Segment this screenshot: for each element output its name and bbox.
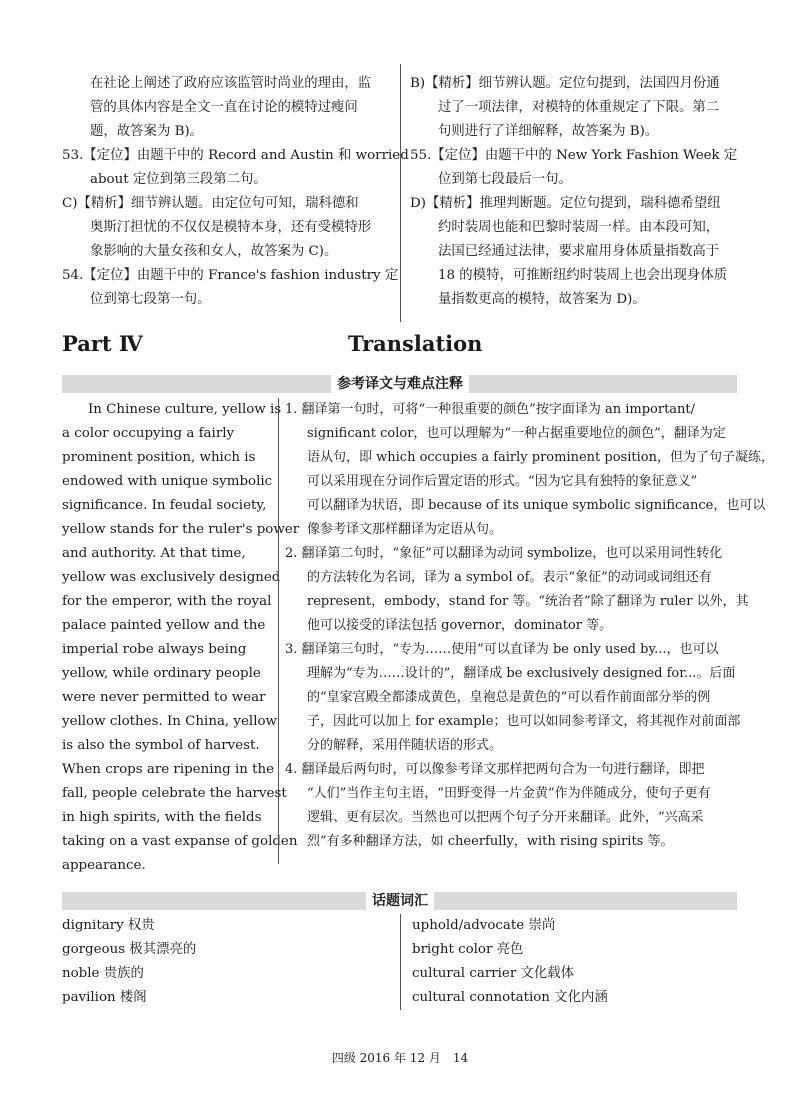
text-line: 3. 翻译第三句时，“专为……使用”可以直译为 be only used by...，也可以 [285,642,719,657]
vocab-divider [400,914,401,1010]
text-line: yellow clothes. In China, yellow [62,714,278,729]
text-line: 象影响的大量女孩和女人，故答案为 C)。 [90,244,338,259]
text-line: 的“皇家宫殿全都漆成黄色，皇袍总是黄色的”可以看作前面部分举的例 [307,690,711,705]
answer-c-analysis [62,192,392,264]
text-line: In Chinese culture, yellow is [88,402,282,417]
text-line: 法国已经通过法律，要求雇用身体质量指数高于 [438,244,720,259]
text-line: fall, people celebrate the harvest [62,786,287,801]
text-line: 管的具体内容是全文一直在讨论的模特过瘦问 [90,100,358,115]
part-label: Part Ⅳ [62,331,143,356]
top-right-column [410,72,740,312]
vocab-right [412,914,732,1010]
vocab-item: cultural connotation 文化内涵 [412,990,608,1005]
text-line: appearance. [62,858,146,873]
translation-notes [285,398,774,854]
text-line: B)【精析】细节辨认题。定位句提到，法国四月份通 [410,76,720,91]
text-line: 1. 翻译第一句时，可将“一种很重要的颜色”按字面译为 an important/ [285,402,696,417]
vocab-item: gorgeous 极其漂亮的 [62,942,197,957]
answer-b-analysis [410,72,740,144]
text-line: were never permitted to wear [62,690,266,705]
text-line: about 定位到第三段第二句。 [90,172,267,187]
text-line: represent，embody，stand for 等。“统治者”除了翻译为 ruler 以外，其 [307,594,749,609]
text-line: for the emperor, with the royal [62,594,272,609]
text-line: is also the symbol of harvest. [62,738,260,753]
note-1 [285,398,774,542]
text-line: C)【精析】细节辨认题。由定位句可知，瑞科德和 [62,196,359,211]
section-heading: Translation [348,331,483,356]
text-line: 题，故答案为 B)。 [90,124,204,139]
text-line: “人们”当作主句主语，“田野变得一片金黄”作为伴随成分，使句子更有 [307,786,711,801]
question-53-location [62,144,409,192]
text-line: 过了一项法律，对模特的体重规定了下限。第二 [438,100,720,115]
section-title: 话题词汇 [366,892,434,910]
translation-divider [278,398,279,864]
text-line: 的方法转化为名词，译为 a symbol of。表示“象征”的动词或词组还有 [307,570,712,585]
text-line: 2. 翻译第二句时，“象征”可以翻译为动词 symbolize，也可以采用词性转化 [285,546,723,561]
page-footer: 四级 2016 年 12 月 14 [331,1051,469,1065]
section-bar-translation [62,375,737,393]
text-line: significance. In feudal society, [62,498,267,513]
vocab-item: noble 贵族的 [62,966,144,981]
text-line: When crops are ripening in the [62,762,275,777]
text-line: significant color，也可以理解为“一种占据重要地位的颜色”，翻译为定 [307,426,726,441]
text-line: imperial robe always being [62,642,247,657]
text-line: 分的解释，采用伴随状语的形式。 [307,738,503,753]
note-2 [285,542,749,638]
reference-translation [62,398,300,878]
vocab-item: uphold/advocate 崇尚 [412,918,556,933]
text-line: 位到第七段最后一句。 [438,172,572,187]
text-line: yellow, while ordinary people [62,666,261,681]
text-line: a color occupying a fairly [62,426,235,441]
text-line: 句则进行了详细解释，故答案为 B)。 [438,124,659,139]
text-line: 量指数更高的模特，故答案为 D)。 [438,292,646,307]
answer-explanation-para [62,72,392,144]
text-line: 他可以接受的译法包括 governor，dominator 等。 [307,618,613,633]
text-line: 约时装周也能和巴黎时装周一样。由本段可知， [438,220,720,235]
text-line: 奥斯汀担忧的不仅仅是模特本身，还有受模特形 [90,220,372,235]
text-line: yellow was exclusively designed [62,570,281,585]
text-line: D)【精析】推理判断题。定位句提到，瑞科德希望纽 [410,196,721,211]
text-line: 54.【定位】由题干中的 France's fashion industry 定 [62,268,399,283]
text-line: 像参考译文那样翻译为定语从句。 [307,522,503,537]
column-divider [400,64,401,322]
text-line: 在社论上阐述了政府应该监管时尚业的理由，监 [90,76,372,91]
vocab-left [62,914,382,1010]
text-line: 烈”有多种翻译方法，如 cheerfully，with rising spirits 等。 [307,834,674,849]
vocab-item: pavilion 楼阁 [62,990,147,1005]
text-line: 4. 翻译最后两句时，可以像参考译文那样把两句合为一句进行翻译，即把 [285,762,705,777]
top-left-column [62,72,409,312]
text-line: 理解为“专为……设计的”，翻译成 be exclusively designed for...。后面 [307,666,736,681]
text-line: 53.【定位】由题干中的 Record and Austin 和 worried [62,148,409,163]
section-title: 参考译文与难点注释 [331,375,469,393]
text-line: 18 的模特，可推断纽约时装周上也会出现身体质 [438,268,728,283]
text-line: 可以采用现在分词作后置定语的形式。“因为它具有独特的象征意义” [307,474,698,489]
text-line: 55.【定位】由题干中的 New York Fashion Week 定 [410,148,738,163]
text-line: yellow stands for the ruler's power [62,522,300,537]
text-line: 可以翻译为状语，即 because of its unique symbolic significance，也可以 [307,498,766,513]
text-line: 位到第七段第一句。 [90,292,211,307]
section-bar-vocabulary [62,892,737,910]
text-line: endowed with unique symbolic [62,474,273,489]
text-line: 逻辑、更有层次。当然也可以把两个句子分开来翻译。此外，“兴高采 [307,810,704,825]
question-55-location [410,144,740,192]
text-line: 子，因此可以加上 for example；也可以如同参考译文，将其视作对前面部 [307,714,741,729]
text-line: prominent position, which is [62,450,256,465]
answer-d-analysis [410,192,740,312]
text-line: taking on a vast expanse of golden [62,834,298,849]
note-3 [285,638,740,758]
text-line: palace painted yellow and the [62,618,266,633]
vocab-item: bright color 亮色 [412,942,524,957]
note-4 [285,758,740,854]
question-54-location [62,264,399,312]
vocab-item: cultural carrier 文化载体 [412,966,575,981]
text-line: and authority. At that time, [62,546,246,561]
text-line: in high spirits, with the fields [62,810,262,825]
vocab-item: dignitary 权贵 [62,918,155,933]
text-line: 语从句，即 which occupies a fairly prominent position，但为了句子凝练， [307,450,774,465]
